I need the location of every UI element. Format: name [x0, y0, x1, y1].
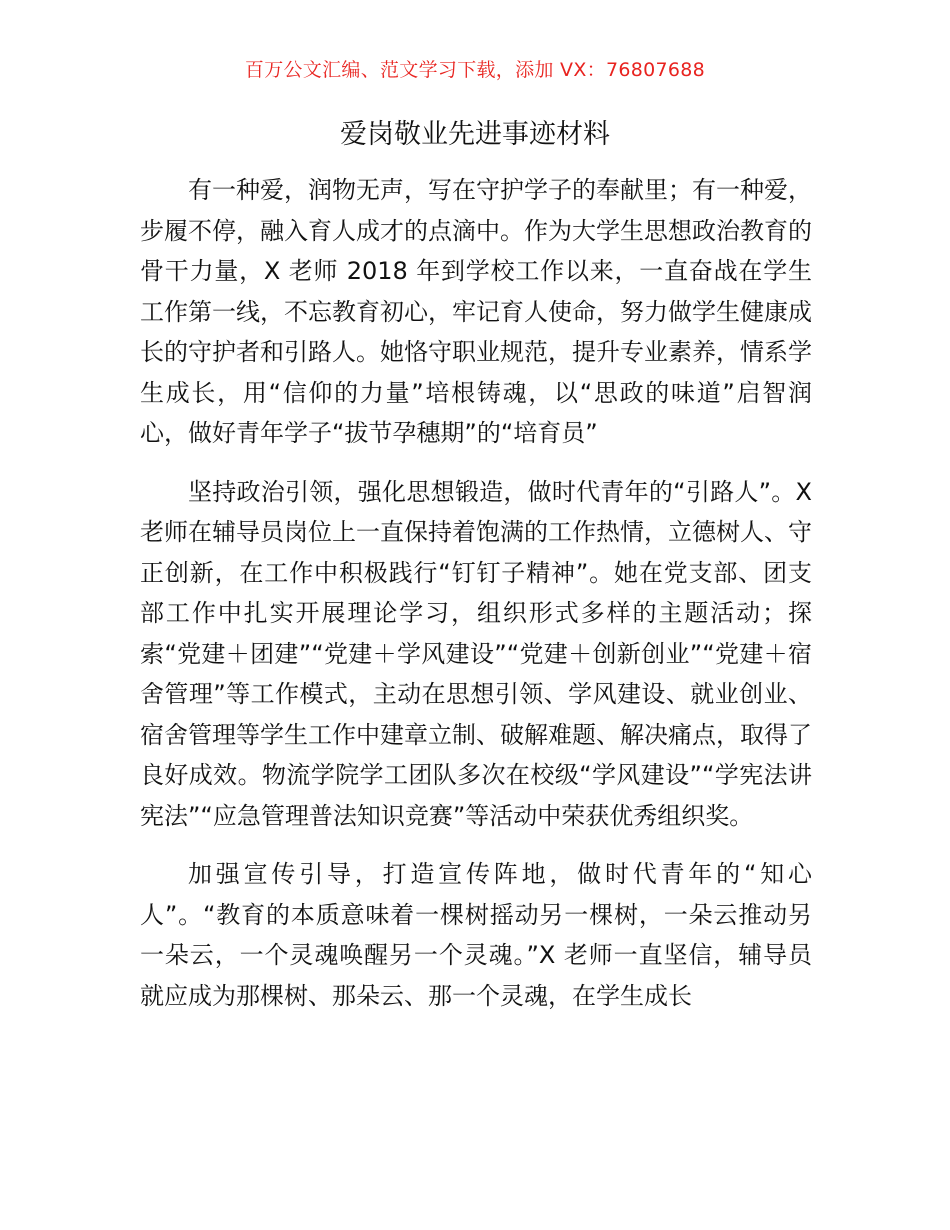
- document-title: 爱岗敬业先进事迹材料: [340, 119, 610, 150]
- document-body: [140, 170, 812, 1034]
- paragraph-intro: 有一种爱，润物无声，写在守护学子的奉献里；有一种爱，步履不停，融入育人成才的点滴中。作为大学生思想政治教育的骨干力量，X 老师 2018 年到学校工作以来，一直奋战在学生工作第一线，不忘教育初心，牢记育人使命，努力做学生健康成长的守护者和引路人。她恪守职业规范，提升专业素养，情系学生成长，用“信仰的力量”培根铸魂，以“思政的味道”启智润心，做好青年学子“拔节孕穗期”的“培育员”: [140, 176, 812, 447]
- paragraph-publicity-guidance: 加强宣传引导，打造宣传阵地，做时代青年的“知心人”。“教育的本质意味着一棵树摇动另一棵树，一朵云推动另一朵云，一个灵魂唤醒另一个灵魂。”X 老师一直坚信，辅导员就应成为那棵树、那朵云、那一个灵魂，在学生成长: [140, 860, 812, 1010]
- paragraph-political-guidance: 坚持政治引领，强化思想锻造，做时代青年的“引路人”。X 老师在辅导员岗位上一直保持着饱满的工作热情，立德树人、守正创新，在工作中积极践行“钉钉子精神”。她在党支部、团支部工作中扎实开展理论学习，组织形式多样的主题活动；探索“党建＋团建”“党建＋学风建设”“党建＋创新创业”“党建＋宿舍管理”等工作模式，主动在思想引领、学风建设、就业创业、宿舍管理等学生工作中建章立制、破解难题、解决痛点，取得了良好成效。物流学院学工团队多次在校级“学风建设”“学宪法讲宪法”“应急管理普法知识竞赛”等活动中荣获优秀组织奖。: [140, 477, 812, 830]
- download-notice: 百万公文汇编、范文学习下载，添加 VX：76807688: [244, 59, 706, 81]
